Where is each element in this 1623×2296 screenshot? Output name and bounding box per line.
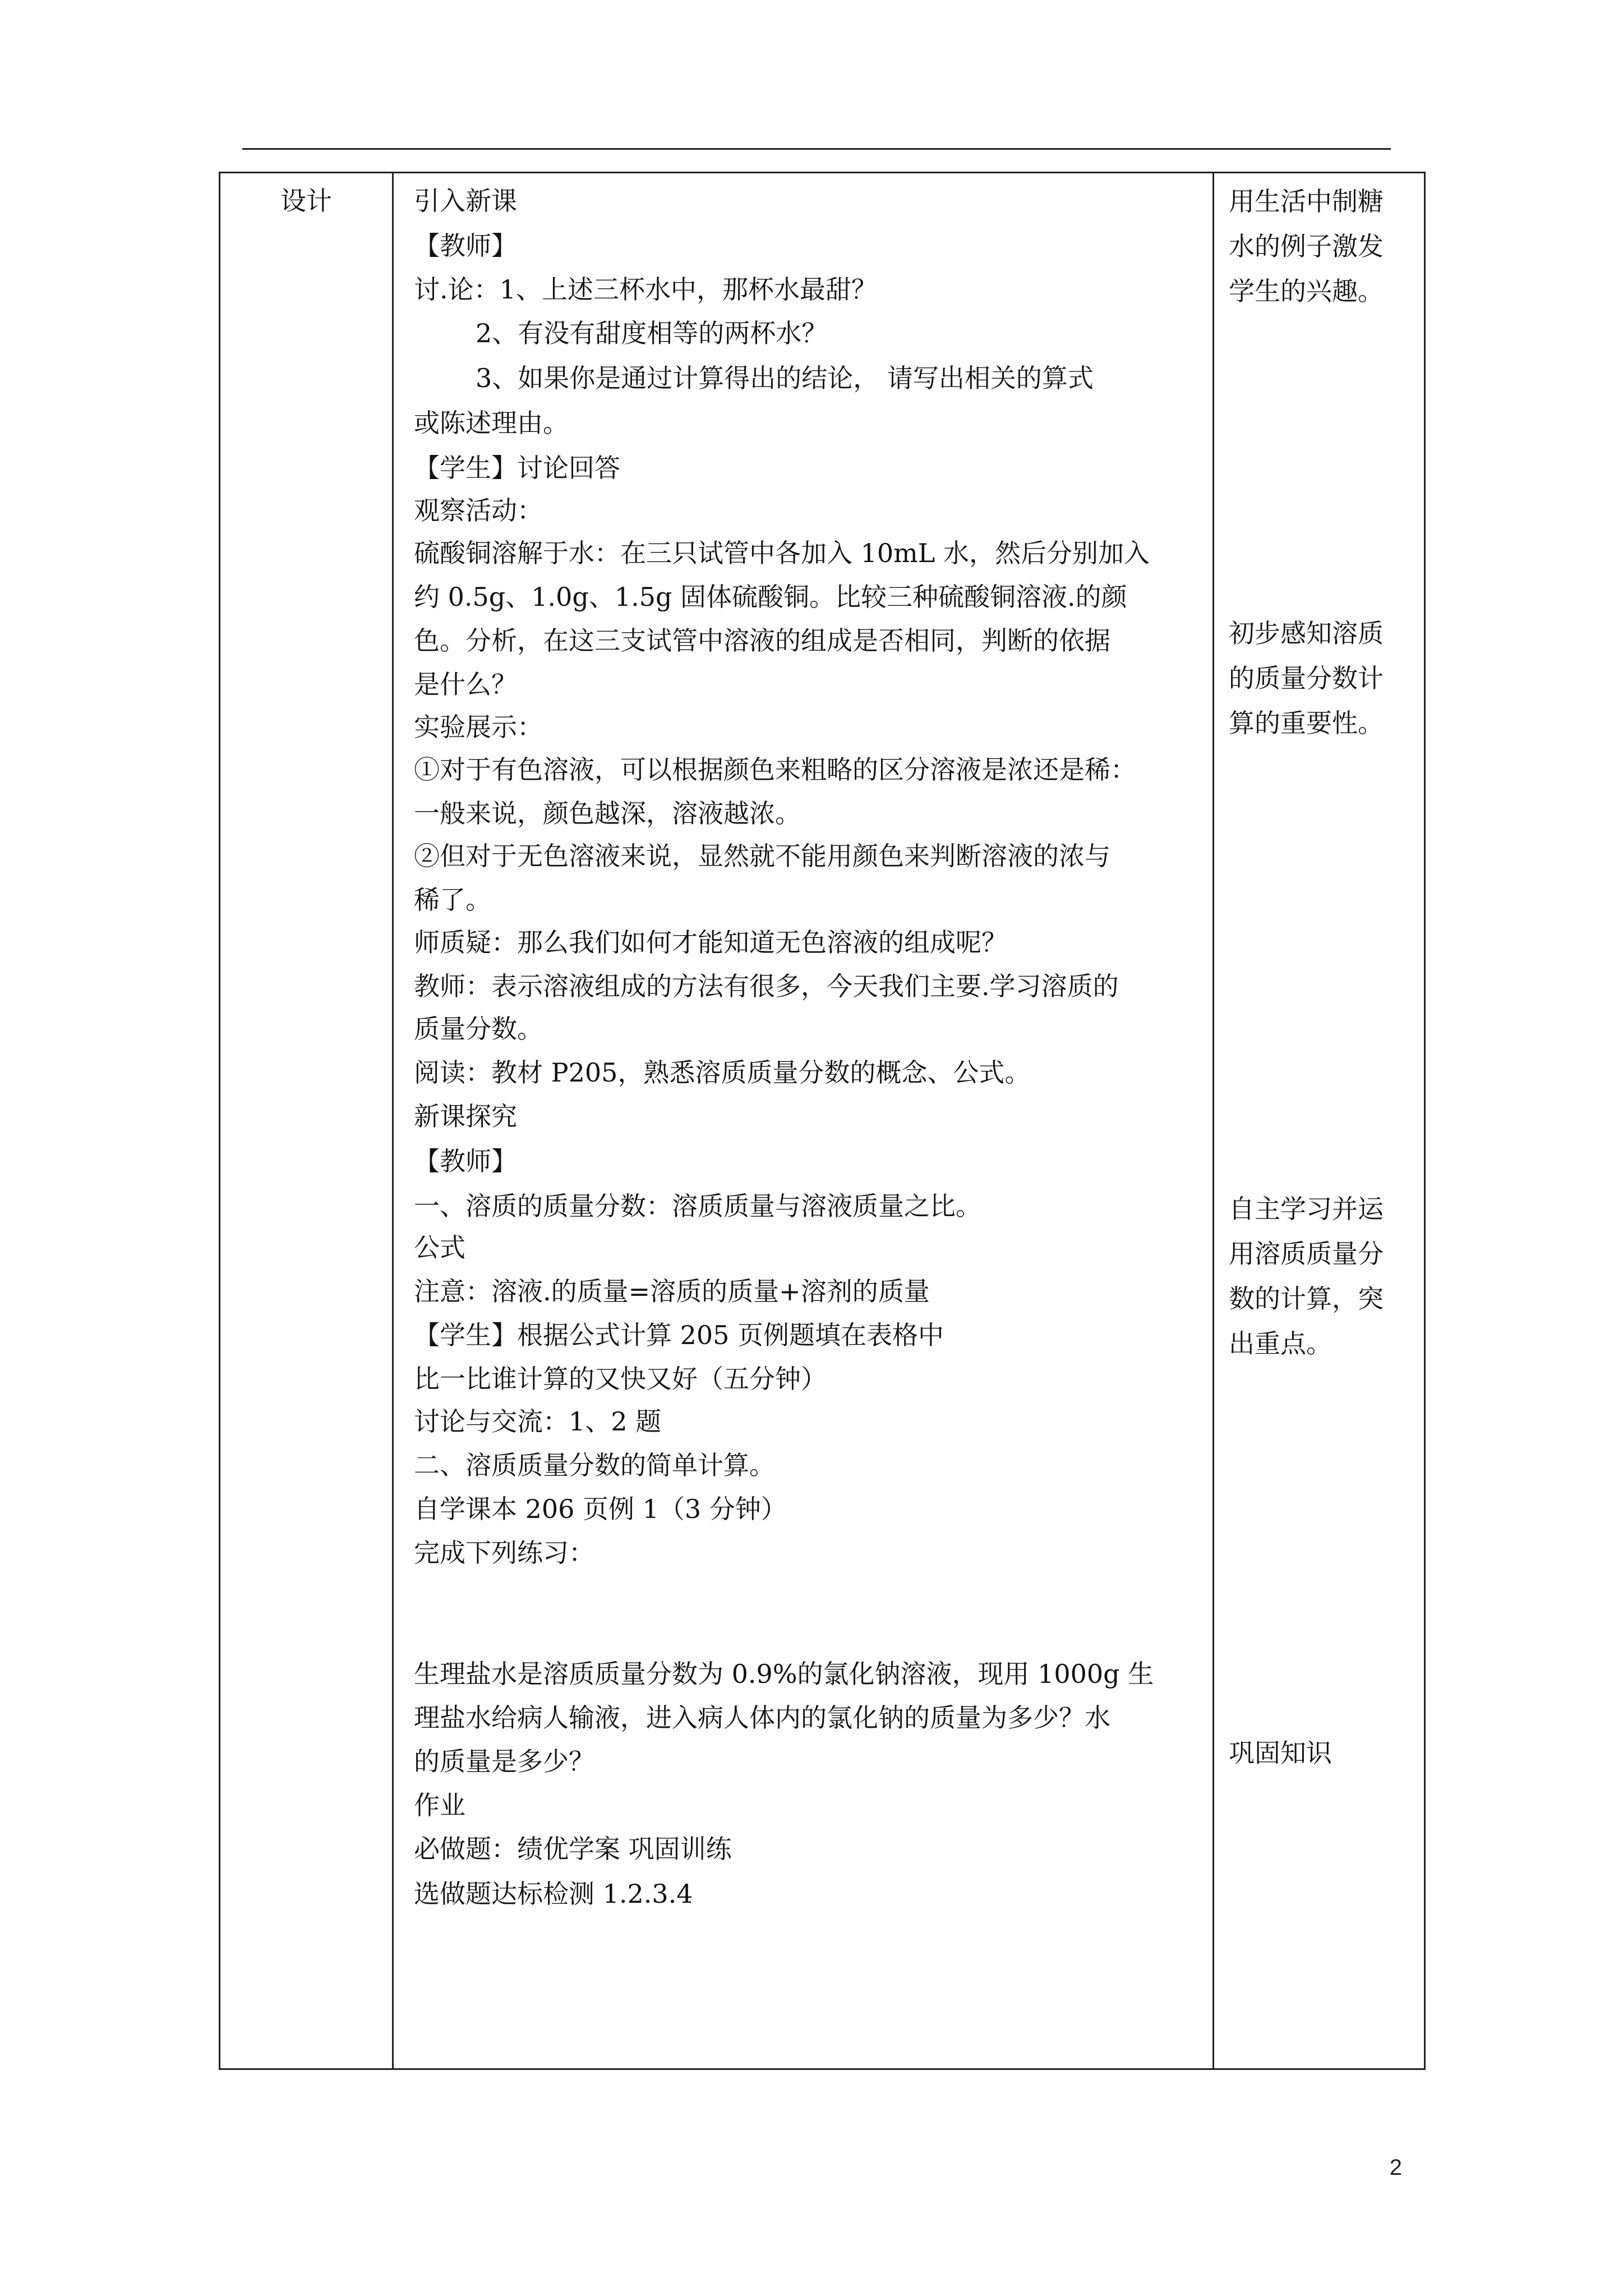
lesson-line: 新课探究	[414, 1101, 517, 1131]
design-notes-cell	[1214, 173, 1425, 2069]
lesson-line: 自学课本 206 页例 1（3 分钟）	[414, 1494, 787, 1524]
lesson-line: 阅读：教材 P205，熟悉溶质质量分数的概念、公式。	[414, 1057, 1031, 1088]
lesson-line: 比一比谁计算的又快又好（五分钟）	[414, 1364, 827, 1394]
lesson-line: 约 0.5g、1.0g、1.5g 固体硫酸铜。比较三种硫酸铜溶液.的颜	[414, 582, 1127, 612]
lesson-line: ①对于有色溶液，可以根据颜色来粗略的区分溶液是浓还是稀：	[414, 754, 1136, 785]
lesson-line: 引入新课	[414, 186, 517, 216]
row-label-cell	[220, 173, 393, 2069]
design-note-line: 用溶质质量分	[1229, 1239, 1384, 1269]
design-note-line: 水的例子激发	[1229, 231, 1384, 261]
lesson-line: ②但对于无色溶液来说，显然就不能用颜色来判断溶液的浓与	[414, 841, 1110, 871]
design-note-line: 数的计算，突	[1229, 1283, 1384, 1314]
lesson-line: 一、溶质的质量分数：溶质质量与溶液质量之比。	[414, 1191, 981, 1221]
design-note-line: 自主学习并运	[1229, 1194, 1384, 1224]
design-note-line: 学生的兴趣。	[1229, 276, 1384, 306]
lesson-line: 【教师】	[414, 1146, 517, 1176]
lesson-line: 公式	[414, 1232, 465, 1263]
lesson-line: 是什么？	[414, 669, 517, 700]
design-note-line: 初步感知溶质	[1229, 618, 1384, 648]
design-note-line: 用生活中制糖	[1229, 186, 1384, 217]
design-note	[1229, 1731, 1414, 1775]
lesson-line: 作业	[414, 1790, 465, 1820]
design-note-line: 出重点。	[1229, 1328, 1332, 1359]
lesson-line: 选做题达标检测 1.2.3.4	[414, 1879, 693, 1909]
lesson-line: 色。分析，在这三支试管中溶液的组成是否相同，判断的依据	[414, 625, 1110, 656]
lesson-line: 理盐水给病人输液，进入病人体内的氯化钠的质量为多少？水	[414, 1703, 1110, 1733]
lesson-line: 稀了。	[414, 885, 491, 915]
design-note	[1229, 611, 1414, 746]
lesson-line: 二、溶质质量分数的简单计算。	[414, 1450, 775, 1480]
lesson-line: 实验展示：	[414, 712, 543, 742]
lesson-line: 必做题：绩优学案 巩固训练	[414, 1834, 732, 1864]
lesson-line: 讨.论：1、上述三杯水中，那杯水最甜？	[414, 274, 877, 305]
lesson-line: 【教师】	[414, 231, 517, 261]
lesson-line: 或陈述理由。	[414, 408, 569, 438]
lesson-line: 完成下列练习：	[414, 1538, 594, 1568]
lesson-line: 观察活动：	[414, 495, 543, 526]
lesson-line: 教师：表示溶液组成的方法有很多，今天我们主要.学习溶质的	[414, 971, 1119, 1001]
lesson-line: 生理盐水是溶质质量分数为 0.9%的氯化钠溶液，现用 1000g 生	[414, 1659, 1154, 1689]
header-rule	[242, 148, 1391, 150]
lesson-line: 讨论与交流：1、2 题	[414, 1406, 662, 1437]
design-note-line: 的质量分数计	[1229, 663, 1384, 693]
design-note-line: 算的重要性。	[1229, 708, 1384, 738]
lesson-line: 一般来说，颜色越深，溶液越浓。	[414, 798, 801, 829]
lesson-line: 注意：溶液.的质量=溶质的质量+溶剂的质量	[414, 1276, 930, 1306]
design-note-line: 巩固知识	[1229, 1738, 1332, 1768]
lesson-line: 2、有没有甜度相等的两杯水？	[476, 318, 828, 348]
design-note	[1229, 1186, 1414, 1366]
lesson-content-cell	[393, 173, 1214, 2069]
lesson-line: 师质疑：那么我们如何才能知道无色溶液的组成呢？	[414, 927, 1007, 958]
lesson-line: 【学生】讨论回答	[414, 453, 620, 483]
table-row	[220, 173, 1425, 2069]
lesson-plan-table	[219, 172, 1426, 2070]
lesson-line: 3、如果你是通过计算得出的结论， 请写出相关的算式	[476, 363, 1094, 393]
lesson-line: 【学生】根据公式计算 205 页例题填在表格中	[414, 1320, 944, 1350]
design-note	[1229, 179, 1414, 314]
page-number: 2	[1389, 2155, 1402, 2180]
lesson-line: 的质量是多少？	[414, 1746, 594, 1777]
lesson-line: 硫酸铜溶解于水：在三只试管中各加入 10mL 水，然后分别加入	[414, 538, 1150, 568]
row-label: 设计	[280, 186, 332, 216]
lesson-line: 质量分数。	[414, 1014, 543, 1044]
